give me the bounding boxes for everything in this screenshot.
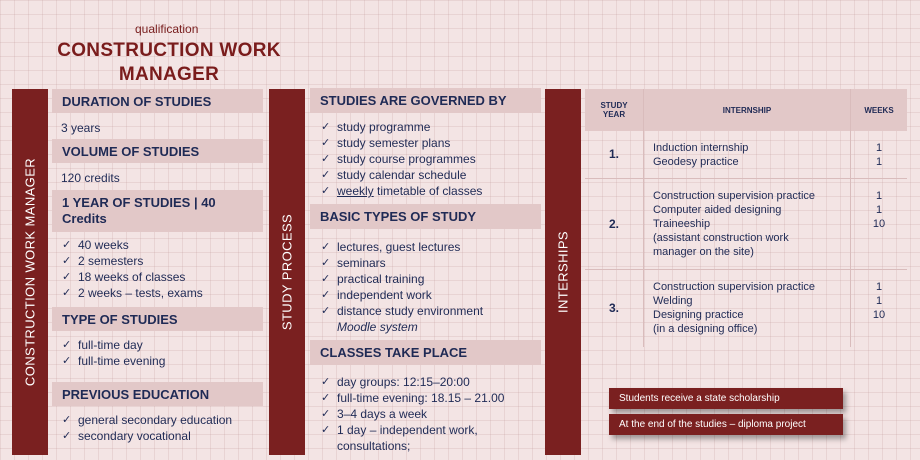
consultations-note: consultations; xyxy=(337,439,411,453)
page-title xyxy=(30,39,308,87)
internship-line: Construction supervision practice xyxy=(653,281,816,293)
basic-types-list xyxy=(319,239,483,335)
list-item: ✓ study semester plans xyxy=(319,135,482,151)
vertical-label-left: CONSTRUCTION WORK MANAGER xyxy=(22,157,38,387)
list-item: ✓ 2 weeks – tests, exams xyxy=(60,285,203,301)
list-item: ✓ full-time evening xyxy=(60,353,165,369)
classes-heading: CLASSES TAKE PLACE xyxy=(310,340,541,365)
internship-line: Traineeship xyxy=(653,218,711,230)
scholarship-note: Students receive a state scholarship xyxy=(609,388,843,409)
vertical-bar-right xyxy=(545,89,581,455)
previous-education-heading: PREVIOUS EDUCATION xyxy=(52,382,263,406)
type-list xyxy=(60,337,165,369)
list-item: ✓ day groups: 12:15–20:00 xyxy=(319,374,504,390)
list-item: ✓ seminars xyxy=(319,255,483,271)
weeks-value: 1 xyxy=(875,281,883,293)
row3-year: 3. xyxy=(608,301,619,315)
list-item: ✓ study course programmes xyxy=(319,151,482,167)
weeks-value: 1 xyxy=(875,156,883,168)
weeks-value: 1 xyxy=(875,204,883,216)
list-item: ✓ distance study environment xyxy=(319,303,483,319)
internship-line: Computer aided designing xyxy=(653,204,782,216)
weeks-value: 10 xyxy=(872,309,886,321)
col-header-year-line1: STUDY xyxy=(600,101,628,110)
internship-line: (assistant construction work xyxy=(653,232,789,244)
page-title-line2: MANAGER xyxy=(118,64,220,85)
classes-list xyxy=(319,374,504,454)
internship-line: Welding xyxy=(653,295,693,307)
weeks-value: 1 xyxy=(875,142,883,154)
governed-list xyxy=(319,119,482,199)
list-item: ✓ 1 day – independent work, xyxy=(319,422,504,438)
col-header-internship: INTERNSHIP xyxy=(644,89,850,131)
governed-heading: STUDIES ARE GOVERNED BY xyxy=(310,88,541,113)
qualification-label: qualification xyxy=(135,22,199,36)
list-item xyxy=(319,183,482,199)
row3-weeks xyxy=(851,280,907,322)
internship-table xyxy=(585,89,907,347)
row2-weeks xyxy=(851,189,907,231)
internship-line: Designing practice xyxy=(653,309,744,321)
list-item: ✓ 40 weeks xyxy=(60,237,203,253)
page-title-line1: CONSTRUCTION WORK xyxy=(57,40,281,61)
col-header-study-year xyxy=(585,89,643,131)
vertical-label-middle: STUDY PROCESS xyxy=(279,213,295,331)
row-divider xyxy=(585,178,907,179)
row1-internships xyxy=(653,141,748,169)
col-header-year-line2: YEAR xyxy=(602,110,626,119)
basic-types-heading: BASIC TYPES OF STUDY xyxy=(310,204,541,229)
weekly-underlined: weekly xyxy=(337,184,374,198)
vertical-bar-left xyxy=(12,89,48,455)
volume-heading: VOLUME OF STUDIES xyxy=(52,139,263,163)
internship-line: Induction internship xyxy=(653,142,749,154)
list-item: ✓ independent work xyxy=(319,287,483,303)
row-divider xyxy=(585,269,907,270)
list-item: ✓ 2 semesters xyxy=(60,253,203,269)
diploma-note: At the end of the studies – diploma project xyxy=(609,414,843,435)
vertical-bar-middle xyxy=(269,89,305,455)
duration-value: 3 years xyxy=(61,121,101,135)
list-item: ✓ full-time evening: 18.15 – 21.00 xyxy=(319,390,504,406)
first-year-list xyxy=(60,237,203,301)
vertical-label-right: INTERSHIPS xyxy=(555,230,571,314)
list-item: ✓ practical training xyxy=(319,271,483,287)
list-item: ✓ 18 weeks of classes xyxy=(60,269,203,285)
row3-internships xyxy=(653,280,815,336)
list-item: ✓ secondary vocational xyxy=(60,428,232,444)
weeks-value: 1 xyxy=(875,295,883,307)
col-header-weeks: WEEKS xyxy=(851,89,907,131)
moodle-note: Moodle system xyxy=(337,320,418,334)
type-heading: TYPE OF STUDIES xyxy=(52,307,263,331)
internship-line: (in a designing office) xyxy=(653,323,758,335)
row1-weeks xyxy=(851,141,907,169)
timetable-text: timetable of classes xyxy=(373,184,483,198)
list-item: ✓ general secondary education xyxy=(60,412,232,428)
internship-line: Geodesy practice xyxy=(653,156,739,168)
list-item: ✓ study programme xyxy=(319,119,482,135)
row2-year: 2. xyxy=(608,217,619,231)
column-divider xyxy=(643,89,644,347)
first-year-heading: 1 YEAR OF STUDIES | 40 Credits xyxy=(52,190,263,232)
weeks-value: 10 xyxy=(872,218,886,230)
internship-line: manager on the site) xyxy=(653,246,754,258)
list-item: ✓ 3–4 days a week xyxy=(319,406,504,422)
previous-education-list xyxy=(60,412,232,444)
row2-internships xyxy=(653,189,815,259)
list-item: ✓ study calendar schedule xyxy=(319,167,482,183)
weeks-value: 1 xyxy=(875,190,883,202)
duration-heading: DURATION OF STUDIES xyxy=(52,89,263,113)
list-item: ✓ lectures, guest lectures xyxy=(319,239,483,255)
list-item: ✓ full-time day xyxy=(60,337,165,353)
volume-value: 120 credits xyxy=(61,171,120,185)
internship-line: Construction supervision practice xyxy=(653,190,816,202)
row1-year: 1. xyxy=(608,147,619,161)
